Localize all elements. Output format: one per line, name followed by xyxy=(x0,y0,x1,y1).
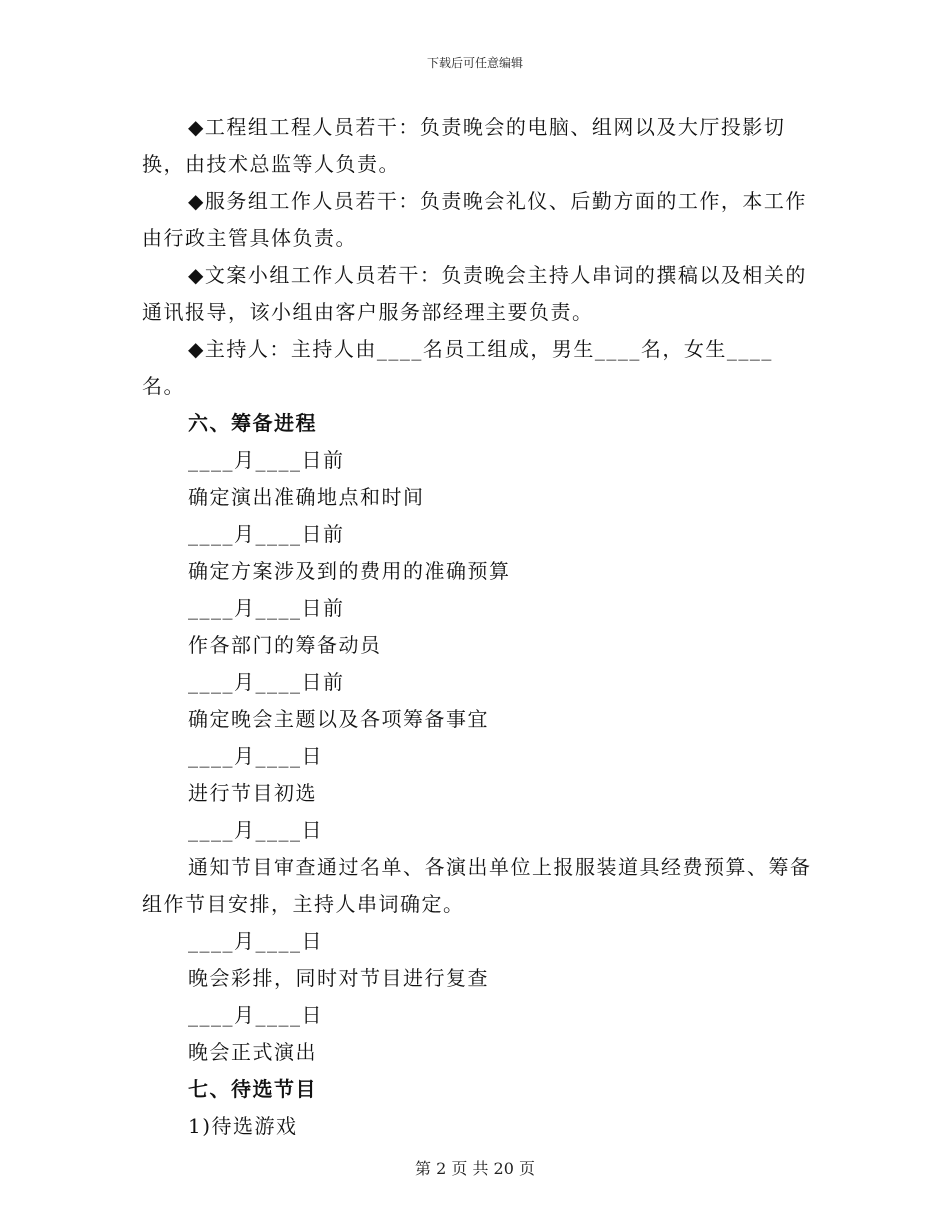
page-footer: 第 2 页 共 20 页 xyxy=(415,1159,535,1178)
date-line: ____月____日前 xyxy=(188,448,345,472)
page-header: 下载后可任意编辑 xyxy=(426,56,523,70)
paragraph-service-group: ◆服务组工作人员若干：负责晚会礼仪、后勤方面的工作，本工作由行政主管具体负责。 xyxy=(142,189,807,250)
schedule-item: 进行节目初选 xyxy=(188,781,317,805)
schedule-item: 确定方案涉及到的费用的准确预算 xyxy=(188,559,511,583)
section-heading-candidate-programs: 七、待选节目 xyxy=(188,1077,317,1101)
section-heading-preparation: 六、筹备进程 xyxy=(188,411,317,435)
schedule-item: 作各部门的筹备动员 xyxy=(188,633,382,657)
date-line: ____月____日 xyxy=(188,929,323,953)
paragraph-copywriting-group: ◆文案小组工作人员若干：负责晚会主持人串词的撰稿以及相关的通讯报导，该小组由客户服务部经理主要负责。 xyxy=(142,263,807,324)
paragraph-engineering-group: ◆工程组工程人员若干：负责晚会的电脑、组网以及大厅投影切换，由技术总监等人负责。 xyxy=(142,115,786,176)
date-line: ____月____日前 xyxy=(188,522,345,546)
schedule-item: 通知节目审查通过名单、各演出单位上报服装道具经费预算、筹备组作节目安排，主持人串词确定。 xyxy=(142,855,812,916)
schedule-item: 确定演出准确地点和时间 xyxy=(188,485,425,509)
date-line: ____月____日 xyxy=(188,744,323,768)
date-line: ____月____日 xyxy=(188,1003,323,1027)
schedule-item: 晚会彩排，同时对节目进行复查 xyxy=(188,966,489,990)
date-line: ____月____日前 xyxy=(188,596,345,620)
schedule-item: 确定晚会主题以及各项筹备事宜 xyxy=(188,707,489,731)
schedule-item: 晚会正式演出 xyxy=(188,1040,317,1064)
list-item-candidate-games: 1)待选游戏 xyxy=(188,1114,298,1138)
paragraph-hosts: ◆主持人：主持人由____名员工组成，男生____名，女生____名。 xyxy=(142,337,773,398)
date-line: ____月____日 xyxy=(188,818,323,842)
date-line: ____月____日前 xyxy=(188,670,345,694)
document-body xyxy=(142,109,812,1145)
